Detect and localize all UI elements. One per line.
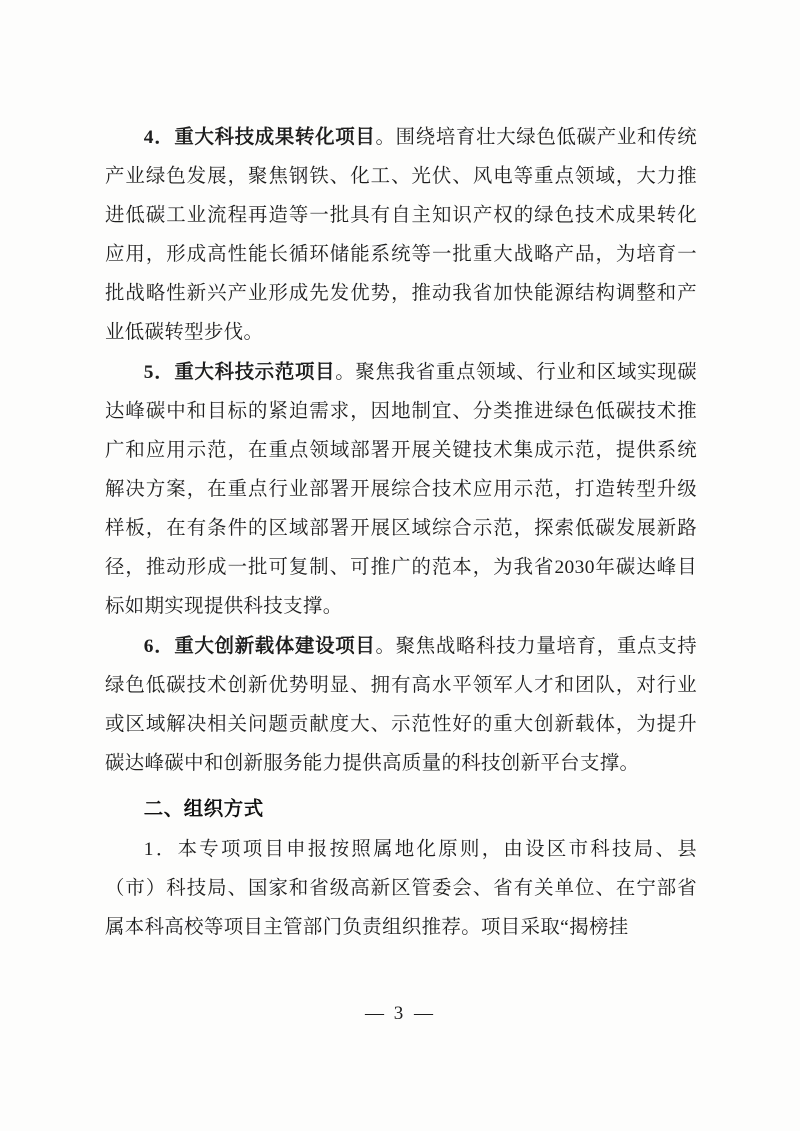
- page-number-value: 3: [393, 1003, 407, 1024]
- paragraph-5-lead: 重大科技示范项目: [174, 362, 336, 383]
- paragraph-5-text: 。聚焦我省重点领域、行业和区域实现碳达峰碳中和目标的紧迫需求，因地制宜、分类推进绿色低碳技术推广和应用示范，在重点领域部署开展关键技术集成示范，提供系统解决方案，在重点行业部署开展综合技术应用示范，打造转型升级样板，在有条件的区域部署开展区域综合示范，探索低碳发展新路径，推动形成一批可复制、可推广的范本，为我省2030年碳达峰目标如期实现提供科技支撑。: [105, 362, 698, 617]
- page-number: [0, 1003, 800, 1025]
- page-number-left-dash: —: [365, 1003, 386, 1024]
- paragraph-6-text: 。聚焦战略科技力量培育，重点支持绿色低碳技术创新优势明显、拥有高水平领军人才和团队，对行业或区域解决相关问题贡献度大、示范性好的重大创新载体，为提升碳达峰碳中和创新服务能力提供高质量的科技创新平台支撑。: [105, 636, 698, 774]
- paragraph-5-number: 5．: [143, 362, 175, 383]
- section-heading-organization: 二、组织方式: [143, 799, 264, 820]
- document-body: [105, 118, 697, 948]
- paragraph-org-1-text: 本专项项目申报按照属地化原则，由设区市科技局、县（市）科技局、国家和省级高新区管委会、省有关单位、在宁部省属本科高校等项目主管部门负责组织推荐。项目采取“揭榜挂: [105, 839, 697, 938]
- page-number-right-dash: —: [414, 1003, 435, 1024]
- paragraph-4-text: 。围绕培育壮大绿色低碳产业和传统产业绿色发展，聚焦钢铁、化工、光伏、风电等重点领域，大力推进低碳工业流程再造等一批具有自主知识产权的绿色技术成果转化应用，形成高性能长循环储能系统等一批重大战略产品，为培育一批战略性新兴产业形成先发优势，推动我省加快能源结构调整和产业低碳转型步伐。: [105, 127, 698, 343]
- paragraph-item-org-1: [105, 830, 697, 947]
- paragraph-4-lead: 重大科技成果转化项目: [174, 127, 376, 148]
- paragraph-item-5: [105, 353, 697, 626]
- paragraph-item-6: [105, 627, 697, 783]
- paragraph-6-number: 6．: [143, 636, 175, 657]
- paragraph-4-number: 4．: [143, 127, 175, 148]
- paragraph-6-lead: 重大创新载体建设项目: [174, 636, 376, 657]
- paragraph-org-1-number: 1．: [143, 839, 178, 860]
- paragraph-item-4: [105, 118, 697, 352]
